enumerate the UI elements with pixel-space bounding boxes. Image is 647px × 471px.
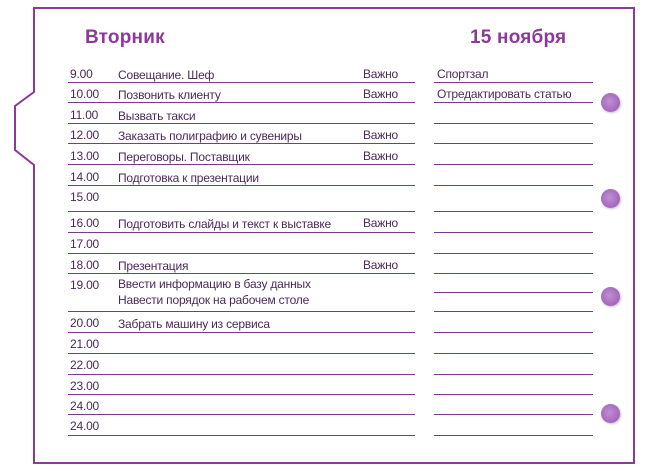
task-text: Совещание. Шеф <box>118 68 215 82</box>
binder-hole-icon <box>601 93 620 112</box>
schedule-row[interactable] <box>68 354 415 375</box>
important-flag: Важно <box>363 87 399 101</box>
time-label: 18.00 <box>70 258 100 272</box>
schedule-row[interactable] <box>68 312 415 333</box>
time-label: 19.00 <box>70 278 100 292</box>
note-line[interactable] <box>434 186 593 212</box>
note-line[interactable] <box>434 395 593 415</box>
task-line: Навести порядок на рабочем столе <box>118 293 310 307</box>
note-line[interactable] <box>434 212 593 233</box>
task-text: Подготовить слайды и текст к выставке <box>118 217 332 231</box>
schedule-row[interactable] <box>68 274 415 312</box>
schedule-row[interactable] <box>68 104 415 124</box>
note-line[interactable] <box>434 254 593 274</box>
task-text: Позвонить клиенту <box>118 88 221 102</box>
task-line: Ввести информацию в базу данных <box>118 277 311 291</box>
schedule-row[interactable] <box>68 395 415 415</box>
time-label: 17.00 <box>70 237 100 251</box>
note-line[interactable] <box>434 63 593 83</box>
schedule-row[interactable] <box>68 375 415 395</box>
note-line[interactable] <box>434 312 593 333</box>
note-line[interactable] <box>434 83 593 103</box>
task-text: Заказать полиграфию и сувениры <box>118 129 302 143</box>
schedule-row[interactable] <box>68 166 415 186</box>
note-line[interactable] <box>434 104 593 124</box>
time-label: 21.00 <box>70 337 100 351</box>
task-text: Забрать машину из сервиса <box>118 317 270 331</box>
binder-hole-icon <box>601 404 620 423</box>
important-flag: Важно <box>363 149 399 163</box>
task-text <box>118 276 311 308</box>
schedule-row[interactable] <box>68 124 415 144</box>
task-text: Подготовка к презентации <box>118 171 259 185</box>
schedule-row[interactable] <box>68 145 415 165</box>
day-title: Вторник <box>85 27 165 48</box>
time-label: 24.00 <box>70 399 100 413</box>
important-flag: Важно <box>363 128 399 142</box>
time-label: 10.00 <box>70 87 100 101</box>
important-flag: Важно <box>363 216 399 230</box>
time-label: 13.00 <box>70 149 100 163</box>
time-label: 22.00 <box>70 358 100 372</box>
note-line[interactable] <box>434 274 593 293</box>
important-flag: Важно <box>363 258 399 272</box>
time-label: 9.00 <box>70 67 93 81</box>
note-line[interactable] <box>434 166 593 186</box>
note-text: Отредактировать статью <box>437 87 572 101</box>
schedule-row[interactable] <box>68 63 415 83</box>
important-flag: Важно <box>363 67 399 81</box>
binder-hole-icon <box>601 287 620 306</box>
time-label: 14.00 <box>70 170 100 184</box>
time-label: 23.00 <box>70 379 100 393</box>
schedule-row[interactable] <box>68 333 415 354</box>
time-label: 12.00 <box>70 128 100 142</box>
schedule-row[interactable] <box>68 254 415 274</box>
time-label: 20.00 <box>70 316 100 330</box>
note-line[interactable] <box>434 124 593 144</box>
note-line[interactable] <box>434 375 593 395</box>
note-line[interactable] <box>434 293 593 312</box>
note-line[interactable] <box>434 415 593 436</box>
time-label: 16.00 <box>70 216 100 230</box>
schedule-row[interactable] <box>68 212 415 233</box>
binder-hole-icon <box>601 189 620 208</box>
note-line[interactable] <box>434 333 593 354</box>
note-line[interactable] <box>434 354 593 375</box>
time-label: 11.00 <box>70 108 99 122</box>
schedule-row[interactable] <box>68 415 415 436</box>
task-text: Вызвать такси <box>118 109 196 123</box>
date-title: 15 ноября <box>470 27 567 48</box>
schedule-row[interactable] <box>68 83 415 103</box>
note-text: Спортзал <box>437 67 489 81</box>
schedule-row[interactable] <box>68 186 415 212</box>
task-text: Презентация <box>118 259 189 273</box>
task-text: Переговоры. Поставщик <box>118 150 250 164</box>
time-label: 15.00 <box>70 190 100 204</box>
time-label: 24.00 <box>70 419 100 433</box>
note-line[interactable] <box>434 233 593 254</box>
note-line[interactable] <box>434 145 593 165</box>
schedule-row[interactable] <box>68 233 415 254</box>
